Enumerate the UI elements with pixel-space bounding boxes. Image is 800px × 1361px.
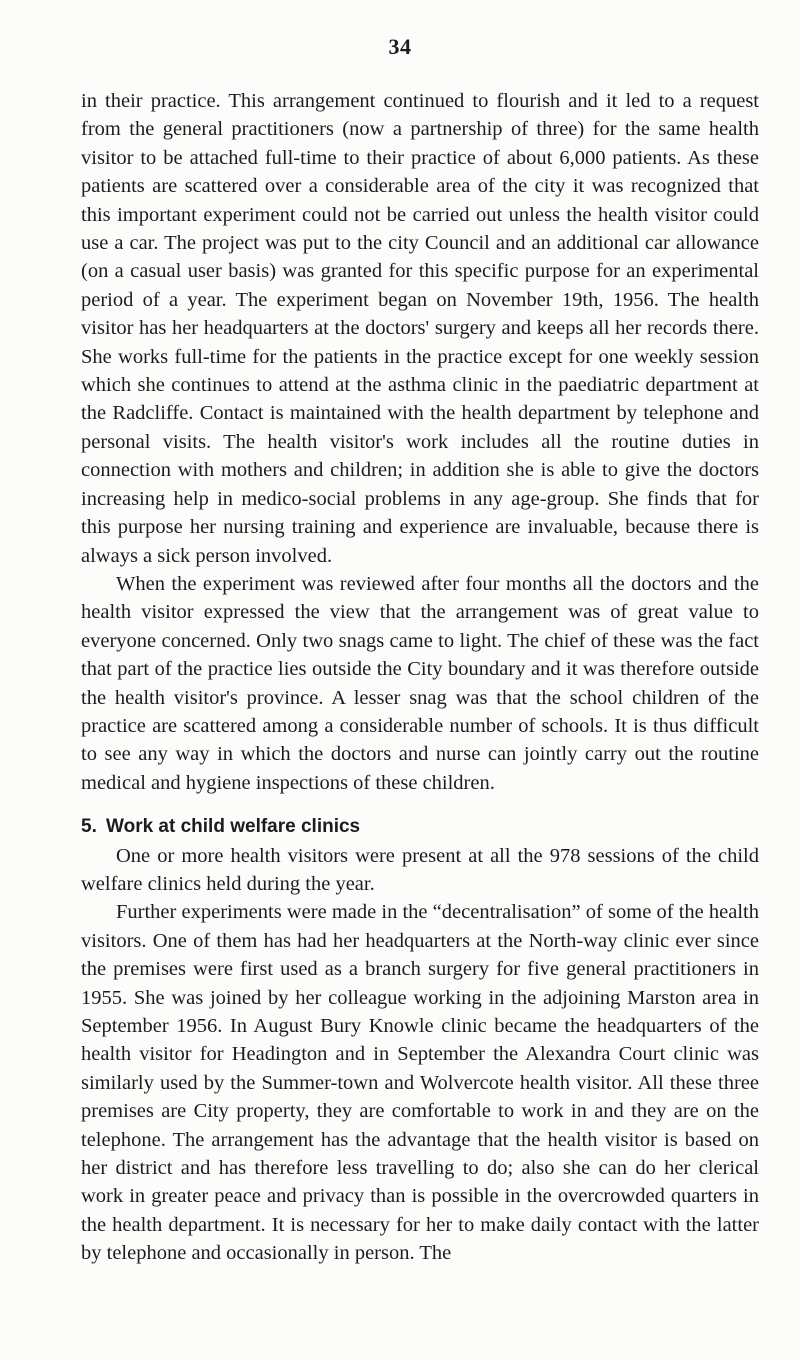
paragraph-sessions: One or more health visitors were present at all the 978 sessions of the child welfare clinics held during the year. — [81, 844, 759, 895]
section-number: 5. — [81, 816, 97, 838]
page-number: 34 — [388, 34, 412, 59]
section-heading — [81, 813, 759, 841]
paragraph-decentralisation: Further experiments were made in the “decentralisation” of some of the health visitors. One of them has had her headquarters at the North-way clinic ever since the premises were first used as a branch surgery for five general practitioners in 1955. She was joined by her colleague working in the adjoining Marston area in September 1956. In August Bury Knowle clinic became the headquarters of the health visitor for Headington and in September the Alexandra Court clinic was similarly used by the Summer-town and Wolvercote health visitor. All these three premises are City property, they are comfortable to work in and they are on the telephone. The arrangement has the advantage that the health visitor is based on her district and has therefore less travelling to do; also she can do her clerical work in greater peace and privacy than is possible in the overcrowded quarters in the health department. It is necessary for her to make daily contact with the latter by telephone and occasionally in person. The — [81, 901, 759, 1265]
section-title: Work at child welfare clinics — [106, 816, 361, 838]
paragraph-continuation: in their practice. This arrangement continued to flourish and it led to a request from the general practitioners (now a partnership of three) for the same health visitor to be attached full-time to their practice of about 6,000 patients. As these patients are scattered over a considerable area of the city it was recognized that this important experiment could not be carried out unless the health visitor could use a car. The project was put to the city Council and an additional car allowance (on a casual user basis) was granted for this specific purpose for an experimental period of a year. The experiment began on November 19th, 1956. The health visitor has her headquarters at the doctors' surgery and keeps all her records there. She works full-time for the patients in the practice except for one weekly session which she continues to attend at the asthma clinic in the paediatric department at the Radcliffe. Contact is maintained with the health department by telephone and personal visits. The health visitor's work includes all the routine duties in connection with mothers and children; in addition she is able to give the doctors increasing help in medico-social problems in any age-group. She finds that for this purpose her nursing training and experience are invaluable, because there is always a sick person involved. — [81, 90, 759, 567]
body-text — [81, 87, 759, 1268]
paragraph-review: When the experiment was reviewed after four months all the doctors and the health visitor expressed the view that the arrangement was of great value to everyone concerned. Only two snags came to light. The chief of these was the fact that part of the practice lies outside the City boundary and it was therefore outside the health visitor's province. A lesser snag was that the school children of the practice are scattered among a considerable number of schools. It is thus difficult to see any way in which the doctors and nurse can jointly carry out the routine medical and hygiene inspections of these children. — [81, 572, 759, 794]
